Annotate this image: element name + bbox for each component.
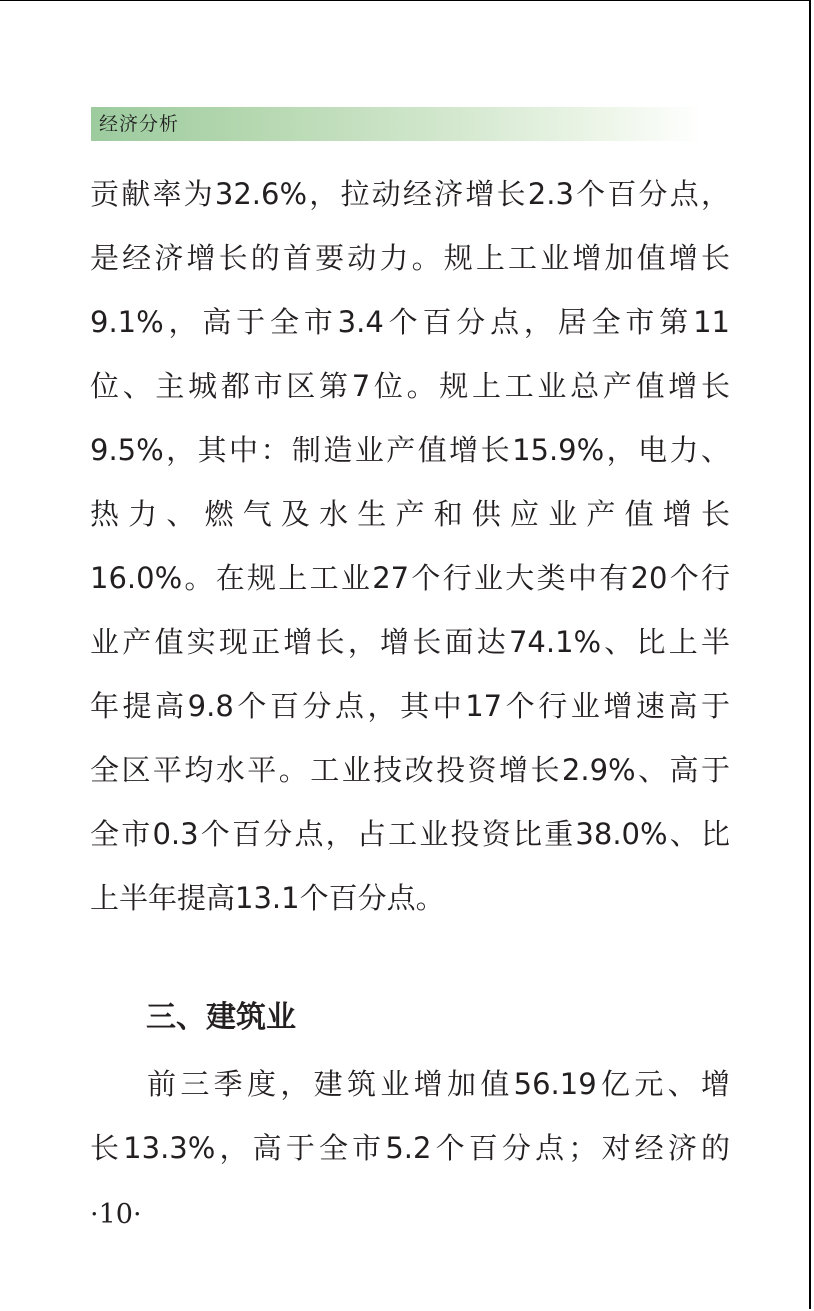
text-line: 是经济增长的首要动力。规上工业增加值增长	[90, 241, 730, 275]
text-line: 业产值实现正增长，增长面达74.1%、比上半	[90, 625, 730, 659]
section-heading: 三、建筑业	[146, 1000, 296, 1035]
body-paragraph	[90, 165, 730, 933]
section-header-bar	[91, 107, 703, 141]
text-line: 9.1%，高于全市3.4个百分点，居全市第11	[90, 305, 730, 339]
text-line: 全区平均水平。工业技改投资增长2.9%、高于	[90, 753, 730, 787]
text-line: 前三季度，建筑业增加值56.19亿元、增	[147, 1067, 730, 1101]
text-line: 上半年提高13.1个百分点。	[90, 881, 445, 915]
section-header-label: 经济分析	[99, 113, 180, 135]
text-line: 年提高9.8个百分点，其中17个行业增速高于	[90, 689, 730, 723]
text-line: 9.5%，其中：制造业产值增长15.9%，电力、	[90, 433, 730, 467]
text-line: 全市0.3个百分点，占工业投资比重38.0%、比	[90, 817, 730, 851]
page-number: ·10·	[90, 1199, 142, 1230]
section-paragraph	[90, 1055, 730, 1183]
text-line: 热力、燃气及水生产和供应业产值增长	[90, 497, 730, 531]
text-line: 16.0%。在规上工业27个行业大类中有20个行	[90, 561, 730, 595]
text-line: 长13.3%，高于全市5.2个百分点；对经济的	[90, 1131, 730, 1165]
text-line: 贡献率为32.6%，拉动经济增长2.3个百分点，	[90, 177, 730, 211]
text-line: 位、主城都市区第7位。规上工业总产值增长	[90, 369, 730, 403]
